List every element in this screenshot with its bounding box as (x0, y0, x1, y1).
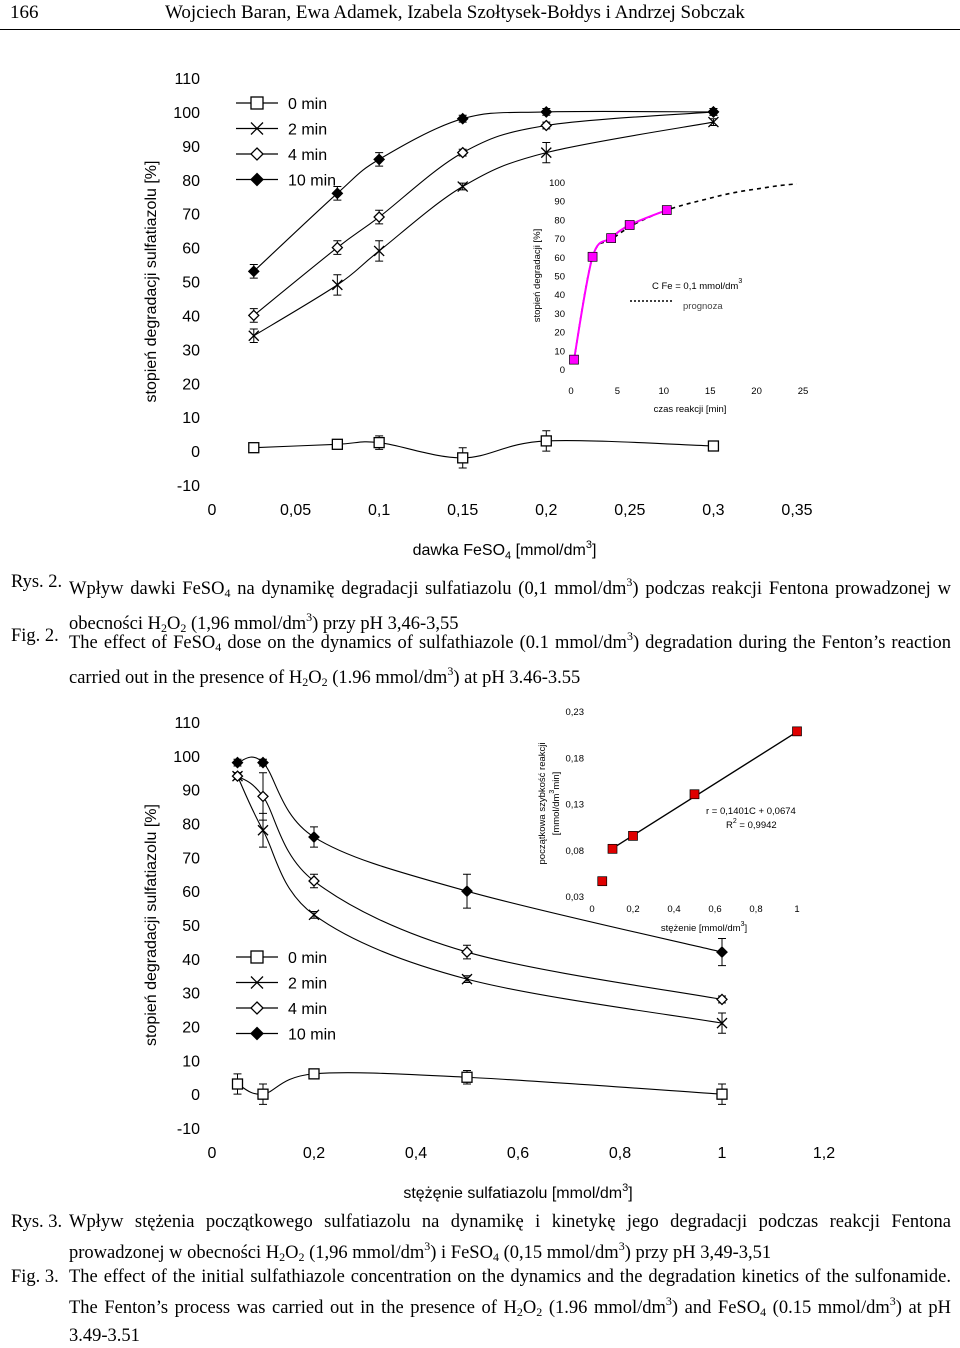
fig3-inset-x-tick-label: 1 (794, 904, 800, 915)
caption-text: The effect of FeSO$_4$ dose on the dynamics of sulfathiazole (0.1 mmol/$dm^3$) degradation during the Fenton’s reaction carried out in the presence of $H_2O_2$ (1.96 mmol/$dm^3$) at pH 3.46-3.55 (69, 629, 951, 689)
fig2-legend-marker (251, 174, 263, 186)
fig2-inset-y-tick-label: 50 (554, 271, 565, 283)
fig3-inset-y-tick-label: 0,18 (565, 753, 584, 765)
fig2-y-tick-label: 90 (182, 138, 200, 156)
fig3-data-point (309, 1069, 319, 1079)
fig2-x-tick-label: 0,15 (447, 502, 479, 519)
fig3-inset-x-tick-label: 0,2 (626, 904, 640, 915)
fig2-series-line (254, 441, 714, 458)
fig3-x-tick-label: 1 (717, 1145, 727, 1162)
fig2-inset-y-tick-label: 90 (554, 196, 565, 208)
fig2-legend-label: 4 min (288, 147, 328, 164)
fig2-y-tick-label: 50 (182, 274, 200, 292)
fig3-y-tick-label: 0 (191, 1087, 200, 1105)
fig2-inset-x-tick-label: 5 (614, 386, 621, 397)
fig3-legend (236, 950, 336, 1044)
figure-3-caption-en (11, 1265, 951, 1348)
fig3-legend-label: 10 min (288, 1026, 337, 1044)
running-header-authors: Wojciech Baran, Ewa Adamek, Izabela Szołtysek-Bołdys i Andrzej Sobczak (165, 2, 745, 23)
fig3-x-tick-label: 0 (207, 1145, 217, 1162)
caption-label: Rys. 2. (11, 572, 63, 592)
fig2-data-point (374, 438, 384, 448)
fig2-inset-y-tick-label: 30 (554, 308, 565, 320)
fig2-data-point (332, 439, 342, 449)
fig3-x-axis-label: stężęnie sulfatiazolu $[mmol/dm^3]$ (403, 1182, 633, 1202)
fig2-data-point (541, 436, 551, 446)
fig3-legend-label: 2 min (288, 975, 328, 993)
fig3-y-tick-label: 10 (182, 1053, 200, 1071)
fig2-y-tick-label: 10 (182, 410, 200, 428)
fig3-y-tick-label: 20 (182, 1019, 200, 1037)
fig2-legend-label: 0 min (288, 96, 328, 113)
fig3-y-tick-label: 40 (182, 951, 200, 969)
fig3-data-point (258, 1089, 268, 1099)
fig2-inset-y-tick-label: 60 (554, 252, 565, 264)
fig3-inset-data-point (629, 831, 638, 840)
fig2-y-tick-label: 70 (182, 206, 200, 224)
fig2-inset-y-tick-label: 70 (554, 234, 565, 246)
fig3-x-tick-label: 0,4 (404, 1145, 428, 1162)
caption-text: Wpływ stężenia początkowego sulfatiazolu na dynamikę i kinetykę jego degradacji podczas reakcji Fentona prowadzonej w obecności $H_2O_2$ (1,96 mmol/$dm^3$) i FeSO$_4$ (0,15 mmol/$dm^3$) przy pH 3,49-3,51 (69, 1212, 951, 1264)
caption-label: Fig. 2. (11, 626, 59, 646)
fig3-series-line (238, 757, 723, 952)
fig3-y-axis-label: stopień degradacji sulfatiazolu [%] (143, 804, 160, 1046)
fig3-y-tick-label: 50 (182, 918, 200, 935)
fig3-y-tick-label: 70 (182, 850, 200, 868)
fig3-plot (143, 715, 835, 1202)
fig3-inset-y-tick-label: 0,23 (565, 707, 584, 718)
fig2-inset-y-axis-label: stopień degradacji [%] (532, 228, 543, 323)
fig2-x-tick-label: 0 (207, 502, 217, 519)
fig2-legend-label: 2 min (288, 121, 328, 139)
fig3-y-tick-label: 80 (182, 816, 200, 834)
fig2-x-tick-label: 0,2 (535, 502, 558, 519)
fig2-inset-x-tick-label: 0 (568, 386, 574, 397)
fig2-inset-x-tick-label: 25 (797, 386, 809, 397)
fig3-legend-label: 0 min (288, 950, 328, 967)
fig2-y-tick-label: 60 (182, 240, 200, 258)
fig2-inset-annotation: C Fe = 0,1 mmol/$dm^3$ (652, 278, 743, 292)
figure-3-caption-pl (11, 1210, 951, 1269)
fig2-inset-y-tick-label: 40 (554, 290, 565, 302)
fig3-inset-x-axis-label: stężenie $[mmol/dm^3]$ (660, 921, 748, 934)
fig2-y-tick-label: 110 (174, 71, 200, 88)
fig3-inset-r-squared: $R^2 = 0,9942$ (726, 818, 777, 831)
fig2-plot (143, 71, 813, 562)
fig2-inset-x-tick-label: 20 (751, 386, 762, 397)
fig2-x-tick-label: 0,25 (614, 502, 646, 519)
fig2-data-point (708, 441, 718, 451)
fig3-y-tick-label: 100 (173, 748, 200, 766)
fig2-data-point (249, 443, 259, 453)
fig3-y-tick-label: 30 (182, 985, 200, 1003)
fig3-y-tick-label: 60 (182, 884, 200, 902)
fig2-inset-data-point (662, 206, 671, 215)
fig2-series-line (254, 112, 714, 316)
fig2-inset-y-tick-label: 80 (554, 215, 565, 227)
fig3-inset-data-point (690, 790, 699, 799)
fig3-inset-x-tick-label: 0,6 (708, 904, 722, 915)
fig3-y-tick-label: 110 (174, 715, 200, 732)
fig3-y-tick-label: 90 (182, 782, 200, 800)
fig2-data-point (374, 154, 384, 164)
fig3-x-tick-label: 1,2 (812, 1145, 836, 1162)
fig3-data-point (462, 1072, 472, 1082)
fig3-x-tick-label: 0,2 (302, 1145, 326, 1162)
header-rule (0, 29, 960, 30)
figure-3-chart (0, 700, 960, 1205)
fig2-legend-marker (251, 148, 263, 160)
caption-text: Wpływ dawki FeSO$_4$ na dynamikę degradacji sulfatiazolu (0,1 mmol/$dm^3$) podczas reakcji Fentona prowadzonej w obecności $H_2O_2$ (1,96 mmol/$dm^3$) przy pH 3,46-3,55 (69, 575, 951, 635)
figure-3 (0, 700, 960, 1205)
fig2-y-tick-label: -10 (176, 478, 200, 495)
fig2-x-tick-label: 0,3 (702, 502, 725, 519)
fig3-inset-y-axis-label-2: $[mmol/dm^3\min]$ (549, 771, 562, 836)
fig3-inset-x-tick-label: 0 (589, 904, 595, 915)
fig2-data-point (374, 212, 384, 222)
fig3-legend-marker (251, 1028, 263, 1040)
fig3-inset-x-tick-label: 0,4 (667, 904, 681, 915)
fig2-inset-data-point (570, 355, 579, 364)
fig2-inset-legend-label: prognoza (683, 301, 723, 312)
fig3-inset-x-tick-label: 0,8 (749, 904, 763, 915)
fig2-x-tick-label: 0,1 (368, 502, 391, 519)
fig3-x-tick-label: 0,6 (506, 1145, 530, 1162)
fig2-inset-prognosis-line (574, 184, 797, 360)
fig3-data-point (309, 832, 319, 842)
fig3-inset-y-tick-label: 0,13 (565, 799, 584, 811)
fig3-legend-label: 4 min (288, 1001, 328, 1018)
fig2-y-tick-label: 100 (173, 104, 200, 122)
fig2-data-point (332, 243, 342, 253)
fig3-legend-marker (251, 951, 263, 963)
fig2-inset-y-tick-label: 10 (554, 346, 565, 358)
figure-2 (0, 60, 960, 565)
fig2-inset-y-tick-label: 100 (549, 178, 565, 189)
fig2-x-axis-label: dawka FeSO$_4$ $[mmol/dm^3]$ (412, 539, 597, 562)
fig3-y-tick-label: -10 (176, 1121, 200, 1138)
fig3-legend-marker (251, 1002, 263, 1014)
fig2-y-tick-label: 30 (182, 342, 200, 360)
figure-2-chart (0, 60, 960, 565)
page-header (0, 0, 960, 32)
caption-label: Rys. 3. (11, 1212, 63, 1232)
fig3-data-point (717, 1089, 727, 1099)
fig2-y-tick-label: 0 (191, 444, 200, 462)
fig2-inset-data-point (607, 234, 616, 243)
fig2-legend-label: 10 min (288, 172, 337, 190)
fig3-data-point (462, 886, 472, 896)
fig2-inset-y-tick-label: 20 (554, 327, 565, 339)
fig2-y-tick-label: 20 (182, 376, 200, 394)
fig3-data-point (717, 947, 727, 957)
fig3-inset-y-axis-label-1: początkowa szybkość reakcji (537, 742, 548, 865)
fig3-inset-y-tick-label: 0,03 (565, 892, 584, 903)
fig2-legend (236, 96, 336, 190)
page-number: 166 (10, 2, 39, 23)
fig2-inset (532, 178, 808, 415)
fig2-inset-x-tick-label: 10 (658, 386, 670, 397)
fig3-inset-data-point (608, 844, 617, 853)
fig3-inset-data-point (598, 877, 607, 886)
fig3-inset-y-tick-label: 0,08 (565, 845, 584, 857)
fig2-legend-marker (251, 97, 263, 109)
fig3-inset-equation: r = 0,1401C + 0,0674 (706, 806, 796, 817)
fig2-inset-data-point (625, 221, 634, 230)
fig2-inset-data-point (588, 252, 597, 261)
caption-label: Fig. 3. (11, 1267, 59, 1287)
fig2-y-axis-label: stopień degradacji sulfatiazolu [%] (143, 160, 160, 403)
fig3-data-point (233, 1079, 243, 1089)
fig3-inset-data-point (793, 727, 802, 736)
figure-2-caption-en (11, 624, 951, 694)
fig2-data-point (458, 453, 468, 463)
fig2-x-tick-label: 0,05 (280, 502, 312, 519)
fig3-inset (537, 707, 802, 934)
fig2-y-tick-label: 40 (182, 308, 200, 326)
fig2-inset-x-axis-label: czas reakcji [min] (653, 404, 727, 415)
fig2-inset-y-tick-label: 0 (559, 365, 565, 376)
caption-text: The effect of the initial sulfathiazole concentration on the dynamics and the degradation kinetics of the sulfonamide. The Fenton’s process was carried out in the presence of $H_2O_2$ (1.96 mmol/$dm^3$) and FeSO$_4$ (0.15 mmol/$dm^3$) at pH 3.49-3.51 (69, 1267, 951, 1346)
fig3-data-point (258, 791, 268, 801)
fig3-data-point (462, 947, 472, 957)
fig3-x-tick-label: 0,8 (608, 1145, 632, 1162)
fig2-inset-x-tick-label: 15 (704, 386, 716, 397)
fig2-x-tick-label: 0,35 (781, 502, 813, 519)
fig2-y-tick-label: 80 (182, 172, 200, 190)
